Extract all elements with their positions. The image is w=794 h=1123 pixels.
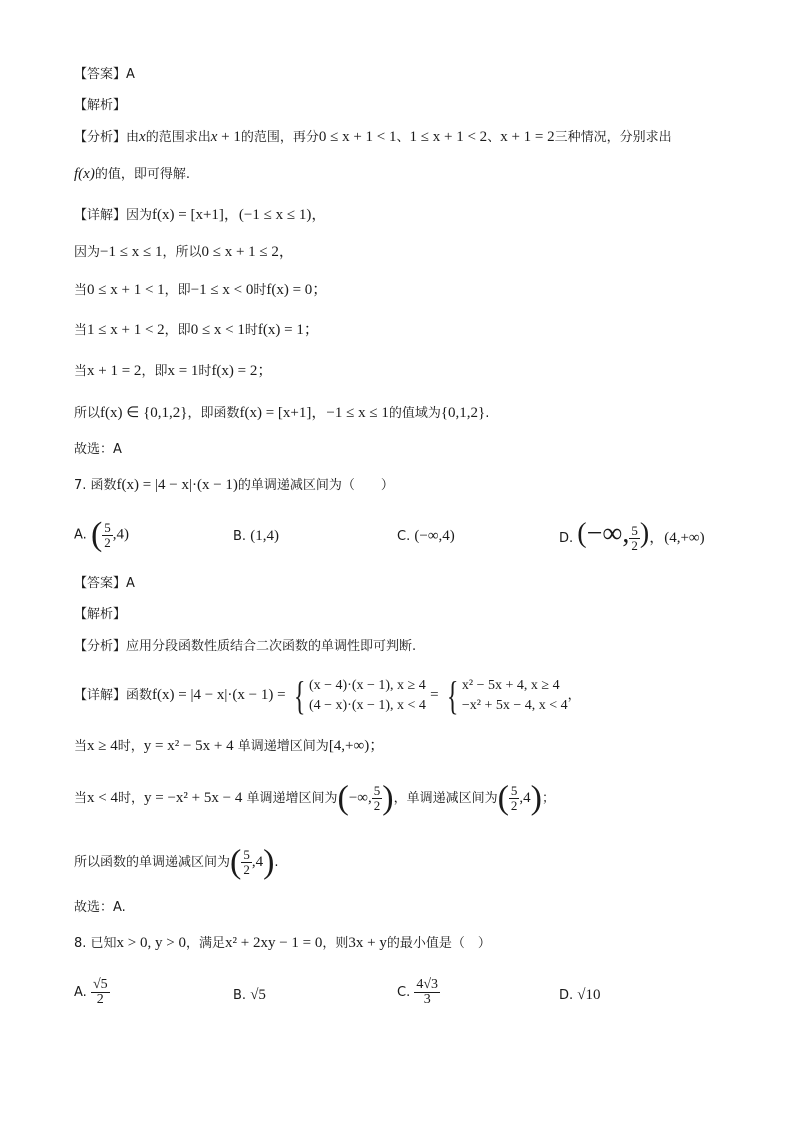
q7-line3: 所以函数的单调递减区间为( $\frac{5}{2}$ ,4).	[74, 843, 279, 881]
q7-stem: 7. 函数f(x) = |4 − x|·(x − 1)的单调递减区间为（ ）	[74, 477, 394, 493]
q8-option-d: D. √10	[559, 987, 601, 1003]
q6-case3: 当x + 1 = 2，即x = 1时f(x) = 2；	[74, 363, 273, 379]
q6-answer: 【答案】A	[74, 67, 135, 82]
q6-case1: 当0 ≤ x + 1 < 1，即−1 ≤ x < 0时f(x) = 0；	[74, 282, 328, 298]
q6-fenxi: 【分析】由x的范围求出x + 1的范围，再分0 ≤ x + 1 < 1、1 ≤ x + 1 < 2、x + 1 = 2三种情况，分别求出	[74, 129, 672, 145]
q6-line2: 因为−1 ≤ x ≤ 1，所以0 ≤ x + 1 ≤ 2，	[74, 244, 294, 260]
q7-answer: 【答案】A	[74, 576, 135, 591]
q7-option-d: D. (−∞, $\frac{5}{2}$ )，(4,+∞)	[559, 518, 705, 553]
q6-analysis-header: 【解析】	[74, 98, 127, 113]
q7-line2: 当x < 4时，y = −x² + 5x − 4 单调递增区间为(−∞, $\frac{5}{2}$ )，单调递减区间为( $\frac{5}{2}$ ,4)；	[74, 779, 555, 817]
q6-case2: 当1 ≤ x + 1 < 2，即0 ≤ x < 1时f(x) = 1；	[74, 322, 319, 338]
q7-choose: 故选：A.	[74, 900, 126, 915]
q7-option-a: A. ( $\frac{5}{2}$ ,4)	[74, 516, 130, 553]
q8-option-c: C. $\frac{4√3}{3}$	[397, 977, 439, 1007]
q6-detail: 【详解】因为f(x) = [x+1]，(−1 ≤ x ≤ 1)，	[74, 207, 327, 223]
q7-detail: 【详解】函数f(x) = |4 − x|·(x − 1) = { (x − 4)·(x − 1), x ≥ 4 (4 − x)·(x − 1), x < 4 = { x² − 5x + 4, x ≥ 4 −x² + 5x − 4, x < 4 ，	[74, 672, 581, 718]
q6-choose: 故选：A	[74, 442, 122, 457]
q8-option-a: A. $\frac{√5}{2}$	[74, 977, 108, 1007]
q8-stem: 8. 已知x > 0, y > 0，满足x² + 2xy − 1 = 0，则3x + y的最小值是（ ）	[74, 935, 491, 951]
q6-fenxi-line2: f(x)的值，即可得解.	[74, 166, 190, 182]
q7-line1: 当x ≥ 4时，y = x² − 5x + 4 单调递增区间为[4,+∞)；	[74, 738, 385, 754]
q7-fenxi: 【分析】应用分段函数性质结合二次函数的单调性即可判断.	[74, 639, 417, 654]
q7-option-c: C. (−∞,4)	[397, 528, 455, 544]
q7-analysis-header: 【解析】	[74, 607, 127, 622]
q8-option-b: B. √5	[233, 987, 266, 1003]
q6-conclusion: 所以f(x) ∈ {0,1,2}，即函数f(x) = [x+1]，−1 ≤ x ≤ 1的值域为{0,1,2}.	[74, 405, 490, 421]
q7-option-b: B. (1,4)	[233, 528, 279, 544]
